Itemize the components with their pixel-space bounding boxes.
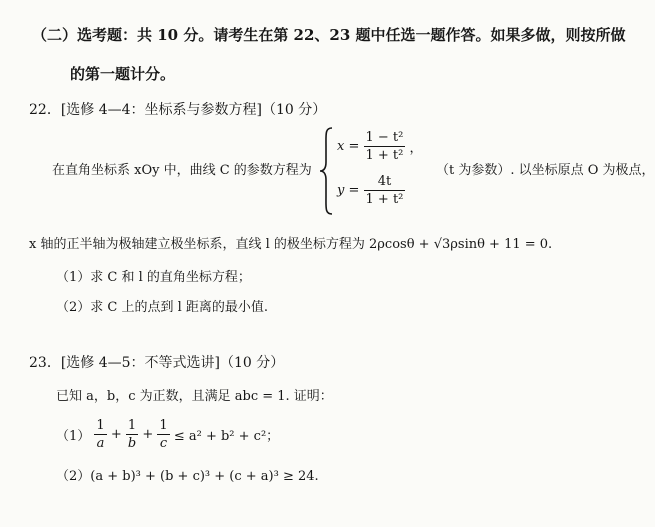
q23-part1-label: （1） bbox=[56, 429, 91, 444]
q22-header: 22．[选修 4—4：坐标系与参数方程]（10 分） bbox=[29, 102, 327, 118]
q22-intro: 在直角坐标系 xOy 中，曲线 C 的参数方程为 bbox=[52, 163, 312, 178]
frac-1-over-c bbox=[157, 419, 169, 450]
section-intro-line2: 的第一题计分。 bbox=[70, 65, 176, 83]
q23-part1-rhs: ≤ a² + b² + c²； bbox=[173, 429, 280, 444]
frac-b-numerator: 1 bbox=[126, 419, 138, 435]
q23-part1 bbox=[56, 419, 279, 450]
eq-x-numerator: 1 − t² bbox=[365, 130, 404, 145]
frac-1-over-b bbox=[126, 419, 138, 450]
q22-polar-line: x 轴的正半轴为极轴建立极坐标系，直线 l 的极坐标方程为 2ρcosθ + √3ρsinθ + 11 = 0. bbox=[29, 237, 553, 252]
plus-sign: + bbox=[110, 427, 122, 442]
eq-x-fraction bbox=[364, 131, 406, 162]
section-intro-line1: （二）选考题：共 10 分。请考生在第 22、23 题中任选一题作答。如果多做，则按所做 bbox=[32, 26, 626, 44]
q22-part1: （1）求 C 和 l 的直角坐标方程； bbox=[56, 270, 251, 285]
eq-y-fraction bbox=[364, 175, 406, 206]
q22-eq-x bbox=[337, 131, 423, 162]
eq-x-denominator: 1 + t² bbox=[365, 148, 404, 163]
eq-y-denominator: 1 + t² bbox=[365, 192, 404, 207]
frac-a-denominator: a bbox=[96, 436, 105, 451]
eq-y-lhs: y = bbox=[337, 183, 360, 198]
eq-y-numerator: 4t bbox=[364, 175, 406, 191]
plus-sign: + bbox=[142, 427, 154, 442]
frac-a-numerator: 1 bbox=[96, 418, 105, 433]
q22-param-note: （t 为参数）. 以坐标原点 O 为极点， bbox=[436, 163, 655, 178]
q23-header: 23．[选修 4—5：不等式选讲]（10 分） bbox=[29, 355, 285, 371]
eq-x-lhs: x = bbox=[337, 139, 360, 154]
frac-1-over-a bbox=[94, 419, 106, 450]
q23-intro: 已知 a，b，c 为正数，且满足 abc = 1. 证明： bbox=[56, 389, 333, 404]
q22-eq-y bbox=[337, 175, 405, 206]
q23-part2: （2）(a + b)³ + (b + c)³ + (c + a)³ ≥ 24. bbox=[56, 469, 319, 484]
eq-x-tail: ， bbox=[409, 141, 423, 156]
frac-c-numerator: 1 bbox=[159, 418, 168, 433]
frac-b-denominator: b bbox=[127, 436, 137, 451]
q22-part2: （2）求 C 上的点到 l 距离的最小值. bbox=[56, 300, 269, 315]
left-brace-icon bbox=[318, 126, 334, 216]
frac-c-denominator: c bbox=[159, 436, 168, 451]
